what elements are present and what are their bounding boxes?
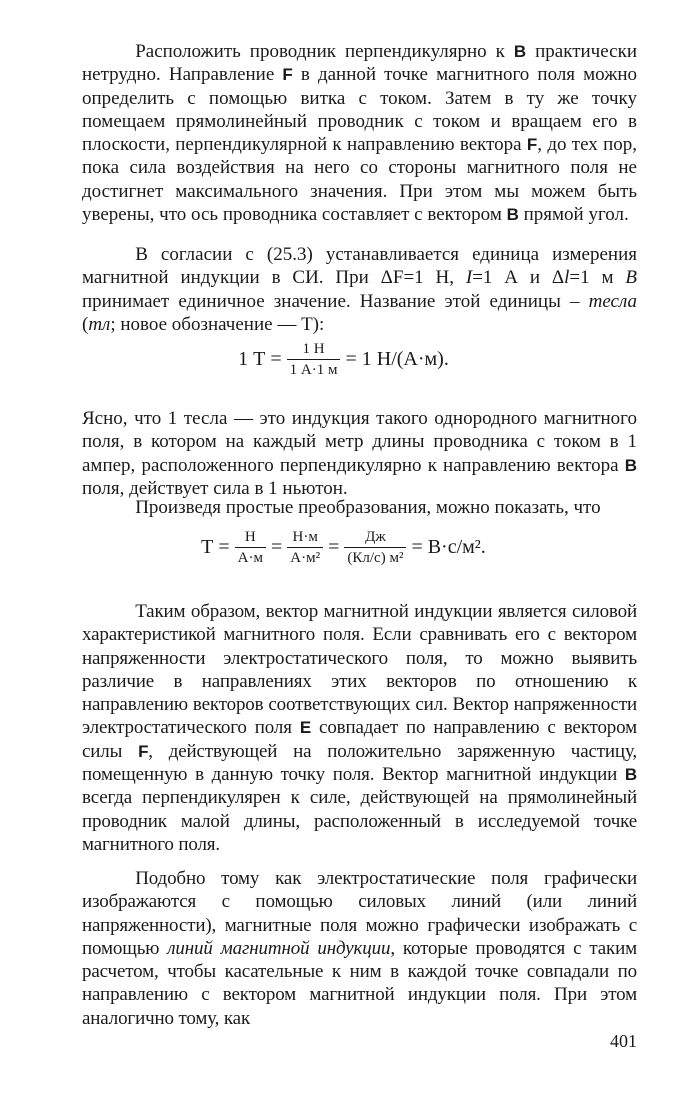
- text-run: совпадает по направлению с вектором силы: [82, 717, 638, 762]
- fraction-denominator: 1 А·1 м: [287, 359, 341, 379]
- vector-symbol: B: [624, 765, 637, 785]
- text-run: Подобно тому как электростатические поля графически изображаются с помощью силовых линий (или линий напряженности), магнитные поля можно графически изображать с помощью: [82, 868, 637, 959]
- fraction-denominator: А·м: [235, 547, 266, 567]
- text-run: В согласии с (25.3) устанавливается единица измерения магнитной индукции в СИ. При ΔF=1 Н,: [82, 244, 637, 289]
- vector-symbol: B: [506, 205, 519, 225]
- vector-symbol: B: [624, 455, 637, 475]
- formula-fraction: [344, 528, 406, 567]
- text-run: Ясно, что 1 тесла — это индукция такого однородного магнитного поля, в котором на каждый метр длины проводника с током в 1 ампер, расположенного перпендикулярно к направлению вектора: [82, 408, 637, 476]
- formula-tesla: [0, 340, 687, 379]
- text-run: прямой угол.: [518, 204, 629, 226]
- vector-symbol: F: [138, 741, 149, 761]
- italic-term: тл: [88, 313, 111, 335]
- paragraph-6: [82, 867, 637, 1030]
- italic-symbol: I: [465, 267, 473, 289]
- paragraph-1: [82, 40, 637, 226]
- text-run: , действующей на положительно заряженную частицу, помещенную в данную точку поля. Вектор магнитной индукции: [82, 740, 638, 786]
- formula-fraction: [235, 528, 266, 567]
- fraction-numerator: Дж: [365, 529, 386, 545]
- equals-sign: =: [271, 536, 283, 558]
- paragraph-3: [82, 407, 637, 500]
- fraction-numerator: Н: [244, 529, 256, 545]
- italic-symbol: B: [625, 267, 637, 289]
- text-run: ; новое обозначение — Т):: [110, 313, 325, 335]
- text-run: Расположить проводник перпендикулярно к: [135, 41, 514, 62]
- paragraph-4: [82, 496, 637, 519]
- fraction-denominator: (Кл/с) м²: [344, 547, 406, 567]
- paragraph-2: [82, 243, 637, 336]
- text-run: , которые проводятся с таким расчетом, чтобы касательные к ним в каждой точке совпадали по направлению с вектором магнитной индукции поля. При этом аналогично тому, как: [82, 937, 637, 1029]
- text-run: принимает единичное значение. Название этой единицы –: [82, 290, 589, 312]
- vector-symbol: F: [526, 135, 538, 155]
- italic-term: линий магнитной индукции: [167, 937, 391, 959]
- formula-unit-conversion: [0, 528, 687, 567]
- vector-symbol: F: [282, 65, 293, 85]
- formula-lhs: Т =: [201, 536, 230, 558]
- text-run: Произведя простые преобразования, можно показать, что: [135, 497, 601, 518]
- text-run: (: [82, 313, 89, 335]
- page-number: 401: [610, 1031, 637, 1051]
- text-run: =1 м: [569, 267, 626, 289]
- fraction-numerator: Н·м: [292, 529, 318, 545]
- paragraph-5: [82, 600, 637, 856]
- vector-symbol: E: [299, 718, 312, 738]
- text-run: Таким образом, вектор магнитной индукции является силовой характеристикой магнитного поля. Если сравнивать его с вектором напряженности электростатического поля, то можно выявить различие в направлениях этих векторов по отношению к направлению векторов соответствующих сил. Вектор напряженности электростатического поля: [82, 601, 637, 739]
- formula-fraction: [287, 340, 341, 379]
- formula-rhs: = В·с/м².: [411, 536, 486, 558]
- text-run: практически нетрудно. Направление: [82, 41, 637, 86]
- formula-lhs: 1 Т =: [238, 348, 282, 370]
- fraction-denominator: А·м²: [287, 547, 323, 567]
- formula-fraction: [287, 528, 323, 567]
- italic-symbol: l: [564, 267, 570, 289]
- formula-rhs: = 1 Н/(А·м).: [345, 348, 449, 370]
- equals-sign: =: [328, 536, 340, 558]
- vector-symbol: B: [513, 42, 527, 61]
- text-run: в данной точке магнитного поля можно определить с помощью витка с током. Затем в ту же точку помещаем прямолинейный проводник с током и вращаем его в плоскости, перпендикулярной к направлению вектора: [82, 64, 637, 156]
- fraction-numerator: 1 Н: [302, 341, 325, 357]
- text-run: поля, действует сила в 1 ньютон.: [82, 477, 348, 499]
- text-run: всегда перпендикулярен к силе, действующей на прямолинейный проводник малой длины, расположенный в исследуемой точке магнитного поля.: [82, 787, 637, 855]
- text-run: , до тех пор, пока сила воздействия на него со стороны магнитного поля не достигнет максимального значения. При этом мы можем быть уверены, что ось проводника составляет с вектором: [82, 134, 637, 226]
- text-run: =1 А и Δ: [472, 267, 565, 289]
- italic-term: тесла: [588, 290, 637, 312]
